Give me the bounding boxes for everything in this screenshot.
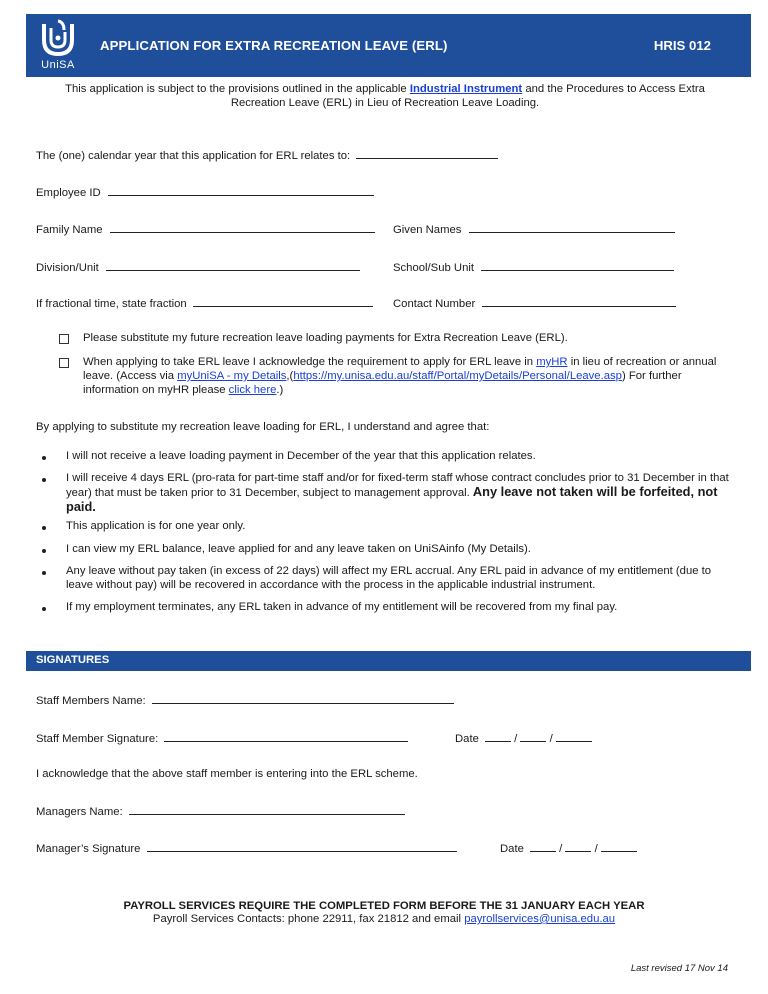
form-code: HRIS 012 xyxy=(653,38,711,53)
calendar-year-field xyxy=(36,147,498,162)
checkbox-item-1: Please substitute my future recreation leave loading payments for Extra Recreation Leave (ERL). xyxy=(83,332,568,344)
intro-pre: This application is subject to the provisions outlined in the applicable xyxy=(65,83,410,95)
contacts-text: Payroll Services Contacts: phone 22911, fax 21812 and email xyxy=(152,913,465,925)
contact-number-field xyxy=(393,295,676,310)
employee-id-field xyxy=(36,184,374,199)
manager-date-month[interactable] xyxy=(565,840,591,852)
bullet-item-6: If my employment terminates, any ERL taken in advance of my entitlement will be recovered from my final pay. xyxy=(66,601,618,613)
fractional-time-label: If fractional time, state fraction xyxy=(36,298,187,310)
intro-text xyxy=(40,82,730,110)
division-unit-field xyxy=(36,259,360,274)
staff-name-field xyxy=(36,692,454,707)
bullet-item-2 xyxy=(66,471,736,515)
family-name-field xyxy=(36,221,375,236)
bullet-2-bold: Any leave not taken will be forfeited, not paid. xyxy=(66,484,718,514)
item2-text-b: in lieu of recreation or annual leave. (Access via xyxy=(83,356,717,382)
staff-date-day[interactable] xyxy=(485,730,511,742)
payroll-notice: PAYROLL SERVICES REQUIRE THE COMPLETED FORM BEFORE THE 31 JANUARY EACH YEAR xyxy=(123,900,645,912)
manager-date-field: Date / / xyxy=(500,840,637,855)
employee-id-label: Employee ID xyxy=(36,187,101,199)
fractional-time-field xyxy=(36,295,373,310)
form-title: APPLICATION FOR EXTRA RECREATION LEAVE (ERL) xyxy=(100,38,448,53)
division-unit-label: Division/Unit xyxy=(36,262,99,274)
header-bar xyxy=(26,14,751,77)
bullet-dot xyxy=(42,549,46,553)
bullet-dot xyxy=(42,526,46,530)
bullet-item-1: I will not receive a leave loading payment in December of the year that this application relates. xyxy=(66,450,536,462)
checkbox-item-2 xyxy=(83,355,723,397)
contact-number-input[interactable] xyxy=(482,295,676,307)
manager-date-day[interactable] xyxy=(530,840,556,852)
bullet-item-3: This application is for one year only. xyxy=(66,520,246,532)
leave-url-link[interactable]: https://my.unisa.edu.au/staff/Portal/myDetails/Personal/Leave.asp xyxy=(293,370,622,382)
unisa-logo-icon xyxy=(34,18,82,58)
school-sub-unit-field xyxy=(393,259,674,274)
employee-id-input[interactable] xyxy=(108,184,374,196)
myunisa-my-details-link[interactable]: myUniSA - my Details xyxy=(177,370,287,382)
item2-text-d: ) For further information on myHR please xyxy=(83,370,682,396)
calendar-year-label: The (one) calendar year that this application for ERL relates to: xyxy=(36,150,351,162)
staff-signature-field xyxy=(36,730,408,745)
bullet-dot xyxy=(42,478,46,482)
managers-name-input[interactable] xyxy=(129,803,405,815)
staff-date-field: Date / / xyxy=(455,730,592,745)
staff-name-label: Staff Members Name: xyxy=(36,695,146,707)
last-revised: Last revised 17 Nov 14 xyxy=(630,963,728,974)
bullet-item-4: I can view my ERL balance, leave applied for and any leave taken on UniSAinfo (My Details). xyxy=(66,543,531,555)
payroll-contacts xyxy=(0,913,768,925)
substitute-loading-checkbox[interactable] xyxy=(59,334,69,344)
unisa-logo xyxy=(34,18,82,74)
industrial-instrument-link[interactable]: Industrial Instrument xyxy=(409,83,523,95)
fractional-time-input[interactable] xyxy=(193,295,373,307)
item2-text-c: ,( xyxy=(286,370,294,382)
staff-name-input[interactable] xyxy=(152,692,454,704)
managers-signature-input[interactable] xyxy=(147,840,457,852)
staff-date-month[interactable] xyxy=(520,730,546,742)
given-names-label: Given Names xyxy=(393,224,462,236)
managers-name-label: Managers Name: xyxy=(36,806,123,818)
managers-name-field xyxy=(36,803,405,818)
calendar-year-input[interactable] xyxy=(356,147,498,159)
given-names-field xyxy=(393,221,675,236)
bullet-item-5: Any leave without pay taken (in excess of 22 days) will affect my ERL accrual. Any ERL paid in advance of my entitlement (due to leave without pay) will be recovered in accordance with the process in the applicable industrial instrument. xyxy=(66,565,712,591)
managers-signature-field xyxy=(36,840,457,855)
myhr-link[interactable]: myHR xyxy=(536,356,568,368)
agree-intro: By applying to substitute my recreation leave loading for ERL, I understand and agree that: xyxy=(36,421,490,433)
signatures-title: SIGNATURES xyxy=(36,654,110,666)
item2-text-a: When applying to take ERL leave I acknowledge the requirement to apply for ERL leave in xyxy=(83,356,537,368)
item2-text-e: .) xyxy=(276,384,284,396)
acknowledge-myhr-checkbox[interactable] xyxy=(59,358,69,368)
given-names-input[interactable] xyxy=(469,221,675,233)
family-name-label: Family Name xyxy=(36,224,103,236)
family-name-input[interactable] xyxy=(110,221,375,233)
bullet-dot xyxy=(42,456,46,460)
bullet-dot xyxy=(42,571,46,575)
school-sub-unit-label: School/Sub Unit xyxy=(393,262,475,274)
staff-signature-label: Staff Member Signature: xyxy=(36,733,159,745)
staff-date-label: Date xyxy=(455,733,479,745)
acknowledge-text: I acknowledge that the above staff member is entering into the ERL scheme. xyxy=(36,768,418,780)
payroll-email-link[interactable]: payrollservices@unisa.edu.au xyxy=(464,913,616,925)
bullet-2-text: I will receive 4 days ERL (pro-rata for part-time staff and/or for fixed-term staff whose contract concludes prior to 31 December in that year) that must be taken prior to 31 December, subject to management approval. xyxy=(66,472,729,499)
bullet-dot xyxy=(42,607,46,611)
staff-signature-input[interactable] xyxy=(164,730,408,742)
division-unit-input[interactable] xyxy=(106,259,360,271)
logo-text: UniSA xyxy=(41,59,75,71)
staff-date-year[interactable] xyxy=(556,730,592,742)
school-sub-unit-input[interactable] xyxy=(481,259,674,271)
managers-signature-label: Manager’s Signature xyxy=(36,843,141,855)
contact-number-label: Contact Number xyxy=(393,298,476,310)
manager-date-year[interactable] xyxy=(601,840,637,852)
signatures-section-bar xyxy=(26,651,751,671)
intro-post: and the Procedures to Access Extra Recreation Leave (ERL) in Lieu of Recreation Leave Loading. xyxy=(230,83,705,109)
manager-date-label: Date xyxy=(500,843,524,855)
click-here-link[interactable]: click here xyxy=(228,384,277,396)
